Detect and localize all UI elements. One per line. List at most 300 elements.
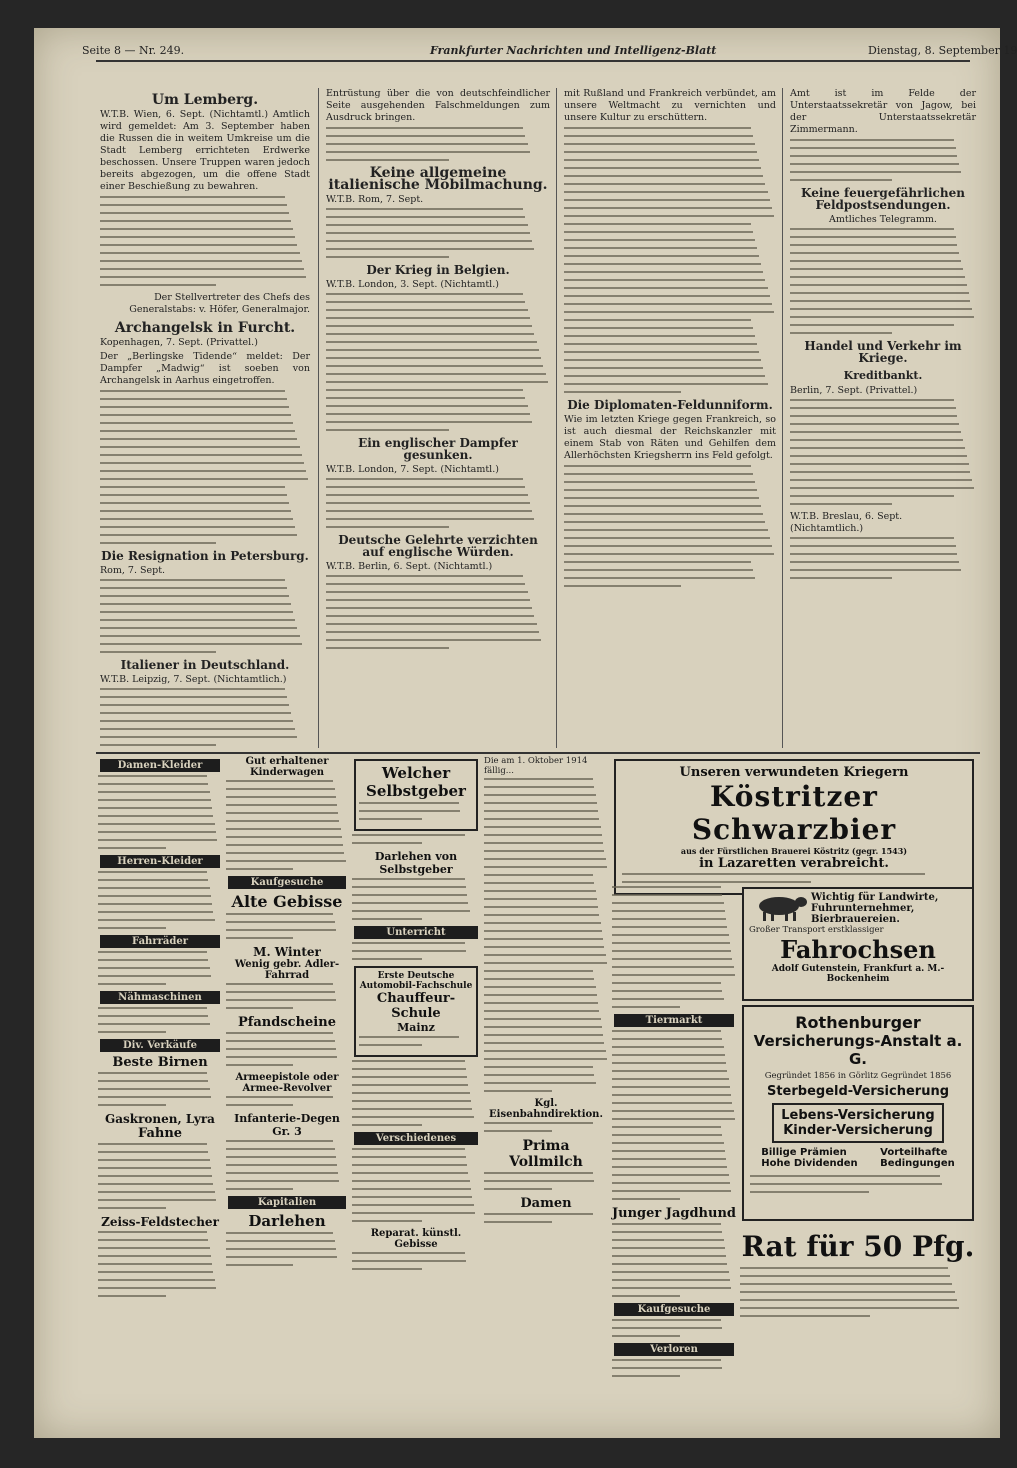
text-line xyxy=(612,1150,725,1152)
ad-title: Unseren verwundeten Kriegern xyxy=(679,765,909,780)
text-line xyxy=(564,569,753,571)
text-line xyxy=(790,228,954,230)
text-line xyxy=(612,1327,722,1329)
text-line xyxy=(612,1190,731,1192)
rat-ad xyxy=(740,1226,976,1396)
text-line xyxy=(100,284,216,286)
text-line xyxy=(100,438,297,440)
text-line xyxy=(612,942,730,944)
text-lines xyxy=(484,1172,608,1190)
text-line xyxy=(326,518,534,520)
text-line xyxy=(564,287,768,289)
ad-title: Lebens-Versicherung xyxy=(781,1108,935,1123)
text-line xyxy=(484,1172,593,1174)
text-line xyxy=(564,505,761,507)
text-line xyxy=(790,308,972,310)
text-line xyxy=(100,406,289,408)
text-line xyxy=(790,561,959,563)
section-label: Verschiedenes xyxy=(354,1132,478,1145)
text-line xyxy=(352,1204,474,1206)
text-lines xyxy=(612,886,736,1008)
text-line xyxy=(100,542,216,544)
text-line xyxy=(352,1084,468,1086)
text-line xyxy=(564,247,757,249)
headline: Italiener in Deutschland. xyxy=(120,658,290,672)
text-lines xyxy=(790,399,976,505)
column-rule xyxy=(782,88,783,748)
text-line xyxy=(564,529,768,531)
text-line xyxy=(100,252,300,254)
text-line xyxy=(226,1096,333,1098)
text-line xyxy=(326,159,449,161)
ad-title: Versicherungs-Anstalt a. G. xyxy=(753,1032,963,1068)
ad-title: Erste Deutsche Automobil-Fachschule xyxy=(359,971,473,991)
text-lines xyxy=(226,1096,348,1106)
text-line xyxy=(226,804,337,806)
text-line xyxy=(326,486,525,488)
text-line xyxy=(622,873,925,875)
text-line xyxy=(484,794,596,796)
text-line xyxy=(622,881,811,883)
text-line xyxy=(612,990,722,992)
text-line xyxy=(326,151,530,153)
text-line xyxy=(790,569,961,571)
ad-title: Rothenburger xyxy=(795,1013,921,1032)
dateline: W.T.B. London, 3. Sept. (Nichtamtl.) xyxy=(326,279,499,290)
text-line xyxy=(100,587,287,589)
text-line xyxy=(100,688,285,690)
text-line xyxy=(359,1036,459,1038)
text-line xyxy=(226,1188,293,1190)
text-line xyxy=(326,135,525,137)
text-line xyxy=(352,834,465,836)
text-line xyxy=(484,994,597,996)
text-line xyxy=(484,1221,552,1223)
ad-title: Zeiss-Feldstecher xyxy=(101,1215,219,1229)
text-line xyxy=(352,918,422,920)
text-line xyxy=(484,778,593,780)
text-lines xyxy=(98,951,222,985)
text-line xyxy=(564,231,753,233)
header-rule xyxy=(96,60,970,62)
ad-title: Adolf Gutenstein, Frankfurt a. M.-Bockenheim xyxy=(771,964,945,984)
text-line xyxy=(100,486,285,488)
text-line xyxy=(326,143,528,145)
benefits-row xyxy=(750,1147,966,1169)
text-line xyxy=(484,1213,593,1215)
section-label: Herren-Kleider xyxy=(100,855,220,868)
text-line xyxy=(98,1247,210,1249)
dateline: W.T.B. Rom, 7. Sept. xyxy=(326,194,424,205)
section-label: Kaufgesuche xyxy=(614,1303,734,1316)
text-line xyxy=(484,1122,593,1124)
column-3 xyxy=(564,88,776,748)
text-line xyxy=(98,1096,211,1098)
text-line xyxy=(226,788,335,790)
text-line xyxy=(100,643,302,645)
text-line xyxy=(326,478,523,480)
text-line xyxy=(326,301,525,303)
text-line xyxy=(612,1102,732,1104)
text-line xyxy=(98,1015,208,1017)
text-line xyxy=(100,518,293,520)
text-line xyxy=(98,815,213,817)
section-label: Nähmaschinen xyxy=(100,991,220,1004)
text-lines xyxy=(359,802,473,820)
headline: Keine allgemeine italienische Mobilmachung. xyxy=(328,165,548,193)
text-line xyxy=(564,255,759,257)
text-line xyxy=(100,619,295,621)
text-line xyxy=(98,1143,207,1145)
text-line xyxy=(564,553,774,555)
text-line xyxy=(564,561,751,563)
text-lines xyxy=(790,537,976,579)
text-line xyxy=(790,252,959,254)
text-line xyxy=(790,268,963,270)
text-line xyxy=(100,398,287,400)
text-line xyxy=(98,1023,210,1025)
text-line xyxy=(564,215,774,217)
column-4 xyxy=(790,88,976,748)
subheadline: Kreditbankt. xyxy=(843,369,923,382)
text-line xyxy=(100,502,289,504)
text-line xyxy=(226,844,343,846)
text-lines xyxy=(226,780,348,870)
text-line xyxy=(612,1247,725,1249)
ad-title: Reparat. künstl. Gebisse xyxy=(370,1228,462,1250)
text-line xyxy=(352,1220,422,1222)
text-lines xyxy=(612,1030,736,1200)
text-line xyxy=(98,919,215,921)
text-line xyxy=(326,309,528,311)
text-line xyxy=(484,906,598,908)
text-line xyxy=(484,866,607,868)
text-line xyxy=(326,216,525,218)
text-line xyxy=(226,1232,333,1234)
text-line xyxy=(326,631,539,633)
text-line xyxy=(326,583,525,585)
text-line xyxy=(612,1094,731,1096)
text-line xyxy=(612,1375,680,1377)
text-line xyxy=(326,127,523,129)
text-line xyxy=(352,1212,475,1214)
text-line xyxy=(564,199,770,201)
text-line xyxy=(564,223,751,225)
text-line xyxy=(326,647,449,649)
text-line xyxy=(790,447,965,449)
ad-title: Chauffeur-Schule xyxy=(376,991,456,1021)
text-line xyxy=(484,1082,596,1084)
signature: Der Stellvertreter des Chefs des Generalstabs: v. Höfer, Generalmajor. xyxy=(129,292,310,315)
text-line xyxy=(352,1156,466,1158)
text-line xyxy=(612,1295,680,1297)
text-line xyxy=(326,429,449,431)
text-lines xyxy=(790,139,976,181)
text-lines xyxy=(484,1122,608,1132)
text-line xyxy=(790,577,892,579)
text-line xyxy=(352,1076,467,1078)
text-line xyxy=(790,479,972,481)
text-line xyxy=(790,455,967,457)
text-line xyxy=(612,974,735,976)
text-line xyxy=(484,818,599,820)
text-line xyxy=(98,1183,213,1185)
text-line xyxy=(790,139,954,141)
text-lines xyxy=(100,688,310,746)
ad-text: Vorteilhafte xyxy=(880,1147,948,1158)
text-line xyxy=(612,1078,729,1080)
headline: Die Diplomaten-Feldunniform. xyxy=(567,398,773,412)
text-line xyxy=(98,1167,211,1169)
text-line xyxy=(484,1034,603,1036)
text-lines xyxy=(352,1252,480,1270)
text-line xyxy=(326,232,530,234)
dateline: Amtliches Telegramm. xyxy=(829,214,937,225)
text-line xyxy=(790,147,956,149)
ad-title: Junger Jagdhund xyxy=(612,1206,736,1221)
text-line xyxy=(352,958,422,960)
ad-title: Wichtig für Landwirte, Fuhrunternehmer, Bierbrauereien. xyxy=(811,892,939,925)
text-lines xyxy=(352,1148,480,1222)
text-line xyxy=(790,292,969,294)
text-line xyxy=(612,1319,721,1321)
text-line xyxy=(612,1038,722,1040)
text-line xyxy=(612,1142,724,1144)
ad-title: Infanterie-Degen Gr. 3 xyxy=(234,1112,340,1138)
text-line xyxy=(612,1335,680,1337)
text-line xyxy=(352,1188,471,1190)
text-line xyxy=(326,293,523,295)
text-line xyxy=(326,365,543,367)
text-line xyxy=(564,577,755,579)
text-lines xyxy=(790,228,976,334)
text-line xyxy=(564,167,761,169)
text-line xyxy=(564,271,763,273)
text-lines xyxy=(98,1072,222,1106)
text-line xyxy=(612,1030,721,1032)
text-lines xyxy=(352,1060,480,1126)
text-line xyxy=(612,1367,722,1369)
text-lines xyxy=(326,293,550,431)
text-line xyxy=(790,276,965,278)
text-line xyxy=(612,1231,722,1233)
text-line xyxy=(326,599,530,601)
ad-box xyxy=(354,966,478,1057)
text-line xyxy=(564,497,759,499)
text-line xyxy=(790,260,961,262)
text-line xyxy=(564,207,772,209)
text-line xyxy=(612,966,734,968)
text-line xyxy=(612,918,726,920)
text-line xyxy=(226,812,338,814)
text-line xyxy=(100,268,304,270)
text-lines xyxy=(326,208,550,258)
text-line xyxy=(100,696,287,698)
text-line xyxy=(484,786,594,788)
text-line xyxy=(790,471,970,473)
text-line xyxy=(564,151,757,153)
text-line xyxy=(226,1048,336,1050)
text-line xyxy=(98,783,208,785)
text-line xyxy=(484,1026,602,1028)
text-line xyxy=(326,607,532,609)
text-line xyxy=(484,1018,601,1020)
text-line xyxy=(484,938,603,940)
text-line xyxy=(612,902,724,904)
text-line xyxy=(326,357,541,359)
text-line xyxy=(790,439,963,441)
text-line xyxy=(484,1090,552,1092)
text-line xyxy=(790,495,954,497)
dateline: W.T.B. Breslau, 6. Sept. (Nichtamtlich.) xyxy=(790,511,903,534)
text-line xyxy=(612,1271,729,1273)
text-line xyxy=(564,473,753,475)
text-line xyxy=(790,332,892,334)
text-line xyxy=(612,1182,730,1184)
text-line xyxy=(100,212,289,214)
text-line xyxy=(484,1130,552,1132)
classifieds-column-a xyxy=(98,756,222,1396)
text-line xyxy=(612,1006,680,1008)
text-line xyxy=(612,950,731,952)
text-line xyxy=(100,534,297,536)
ad-title: Alte Gebisse xyxy=(231,892,343,911)
text-line xyxy=(98,1151,208,1153)
text-line xyxy=(612,1086,730,1088)
newspaper-title: Frankfurter Nachrichten und Intelligenz-Blatt xyxy=(430,44,717,57)
text-line xyxy=(564,295,770,297)
text-line xyxy=(226,860,346,862)
text-line xyxy=(98,831,216,833)
text-line xyxy=(564,239,755,241)
section-label: Damen-Kleider xyxy=(100,759,220,772)
text-line xyxy=(98,1088,210,1090)
text-line xyxy=(790,503,892,505)
text-line xyxy=(484,1010,599,1012)
text-line xyxy=(100,204,287,206)
text-line xyxy=(326,240,532,242)
text-line xyxy=(564,159,759,161)
text-line xyxy=(100,276,306,278)
text-line xyxy=(359,818,422,820)
text-line xyxy=(484,922,601,924)
text-line xyxy=(484,930,602,932)
ad-title: Damen xyxy=(520,1196,572,1211)
text-line xyxy=(790,423,959,425)
text-line xyxy=(100,454,302,456)
text-lines xyxy=(100,390,310,544)
text-line xyxy=(740,1307,959,1309)
classifieds-column-d xyxy=(484,756,608,1396)
ad-text: Gegründet 1856 in Görlitz Gegründet 1856 xyxy=(764,1071,952,1081)
text-line xyxy=(98,871,207,873)
text-line xyxy=(740,1283,952,1285)
text-line xyxy=(98,1175,212,1177)
text-line xyxy=(790,163,959,165)
text-line xyxy=(484,810,598,812)
text-line xyxy=(326,494,528,496)
text-line xyxy=(226,983,333,985)
dateline: Kopenhagen, 7. Sept. (Privattel.) xyxy=(100,337,258,348)
section-rule xyxy=(96,752,980,754)
text-line xyxy=(484,850,604,852)
ad-box xyxy=(354,759,478,831)
text-line xyxy=(352,1068,466,1070)
text-lines xyxy=(612,1359,736,1377)
text-line xyxy=(564,367,763,369)
text-line xyxy=(98,1080,208,1082)
text-line xyxy=(326,591,528,593)
text-line xyxy=(564,319,751,321)
section-label: Verloren xyxy=(614,1343,734,1356)
headline: Um Lemberg. xyxy=(151,92,259,108)
text-line xyxy=(484,802,597,804)
text-line xyxy=(226,1040,335,1042)
text-line xyxy=(98,1159,210,1161)
text-line xyxy=(100,422,293,424)
text-line xyxy=(226,991,335,993)
text-lines xyxy=(226,1032,348,1066)
section-label: Kapitalien xyxy=(228,1196,346,1209)
text-line xyxy=(100,510,291,512)
text-line xyxy=(612,886,721,888)
text-line xyxy=(612,1126,721,1128)
text-line xyxy=(100,744,216,746)
ad-title: M. Winter xyxy=(253,945,321,959)
text-line xyxy=(100,494,287,496)
text-line xyxy=(484,914,599,916)
text-line xyxy=(612,910,725,912)
text-line xyxy=(226,780,333,782)
text-line xyxy=(790,545,956,547)
text-lines xyxy=(226,1232,348,1266)
text-line xyxy=(612,1166,727,1168)
text-line xyxy=(326,502,530,504)
text-line xyxy=(564,279,765,281)
dateline: W.T.B. London, 7. Sept. (Nichtamtl.) xyxy=(326,464,499,475)
text-line xyxy=(226,1156,336,1158)
text-line xyxy=(790,487,974,489)
text-line xyxy=(484,1188,552,1190)
ad-text: Bedingungen xyxy=(880,1158,955,1169)
text-line xyxy=(790,236,956,238)
text-line xyxy=(352,1180,470,1182)
headline: Keine feuergefährlichen Feldpostsendungen. xyxy=(801,186,965,212)
ox-icon xyxy=(749,892,807,922)
text-line xyxy=(790,537,954,539)
text-line xyxy=(352,1060,465,1062)
text-line xyxy=(98,1279,215,1281)
text-line xyxy=(564,311,774,313)
text-line xyxy=(226,1007,293,1009)
text-line xyxy=(564,191,768,193)
text-line xyxy=(100,603,291,605)
text-line xyxy=(98,951,207,953)
text-line xyxy=(226,1164,337,1166)
text-line xyxy=(226,921,335,923)
text-line xyxy=(612,1263,727,1265)
ad-title: Wenig gebr. Adler-Fahrrad xyxy=(234,959,340,981)
text-line xyxy=(326,623,537,625)
text-line xyxy=(100,220,291,222)
text-lines xyxy=(622,873,966,883)
text-line xyxy=(352,1124,422,1126)
text-line xyxy=(612,958,732,960)
text-line xyxy=(790,431,961,433)
text-line xyxy=(326,341,537,343)
text-line xyxy=(352,1252,465,1254)
text-line xyxy=(226,1032,333,1034)
